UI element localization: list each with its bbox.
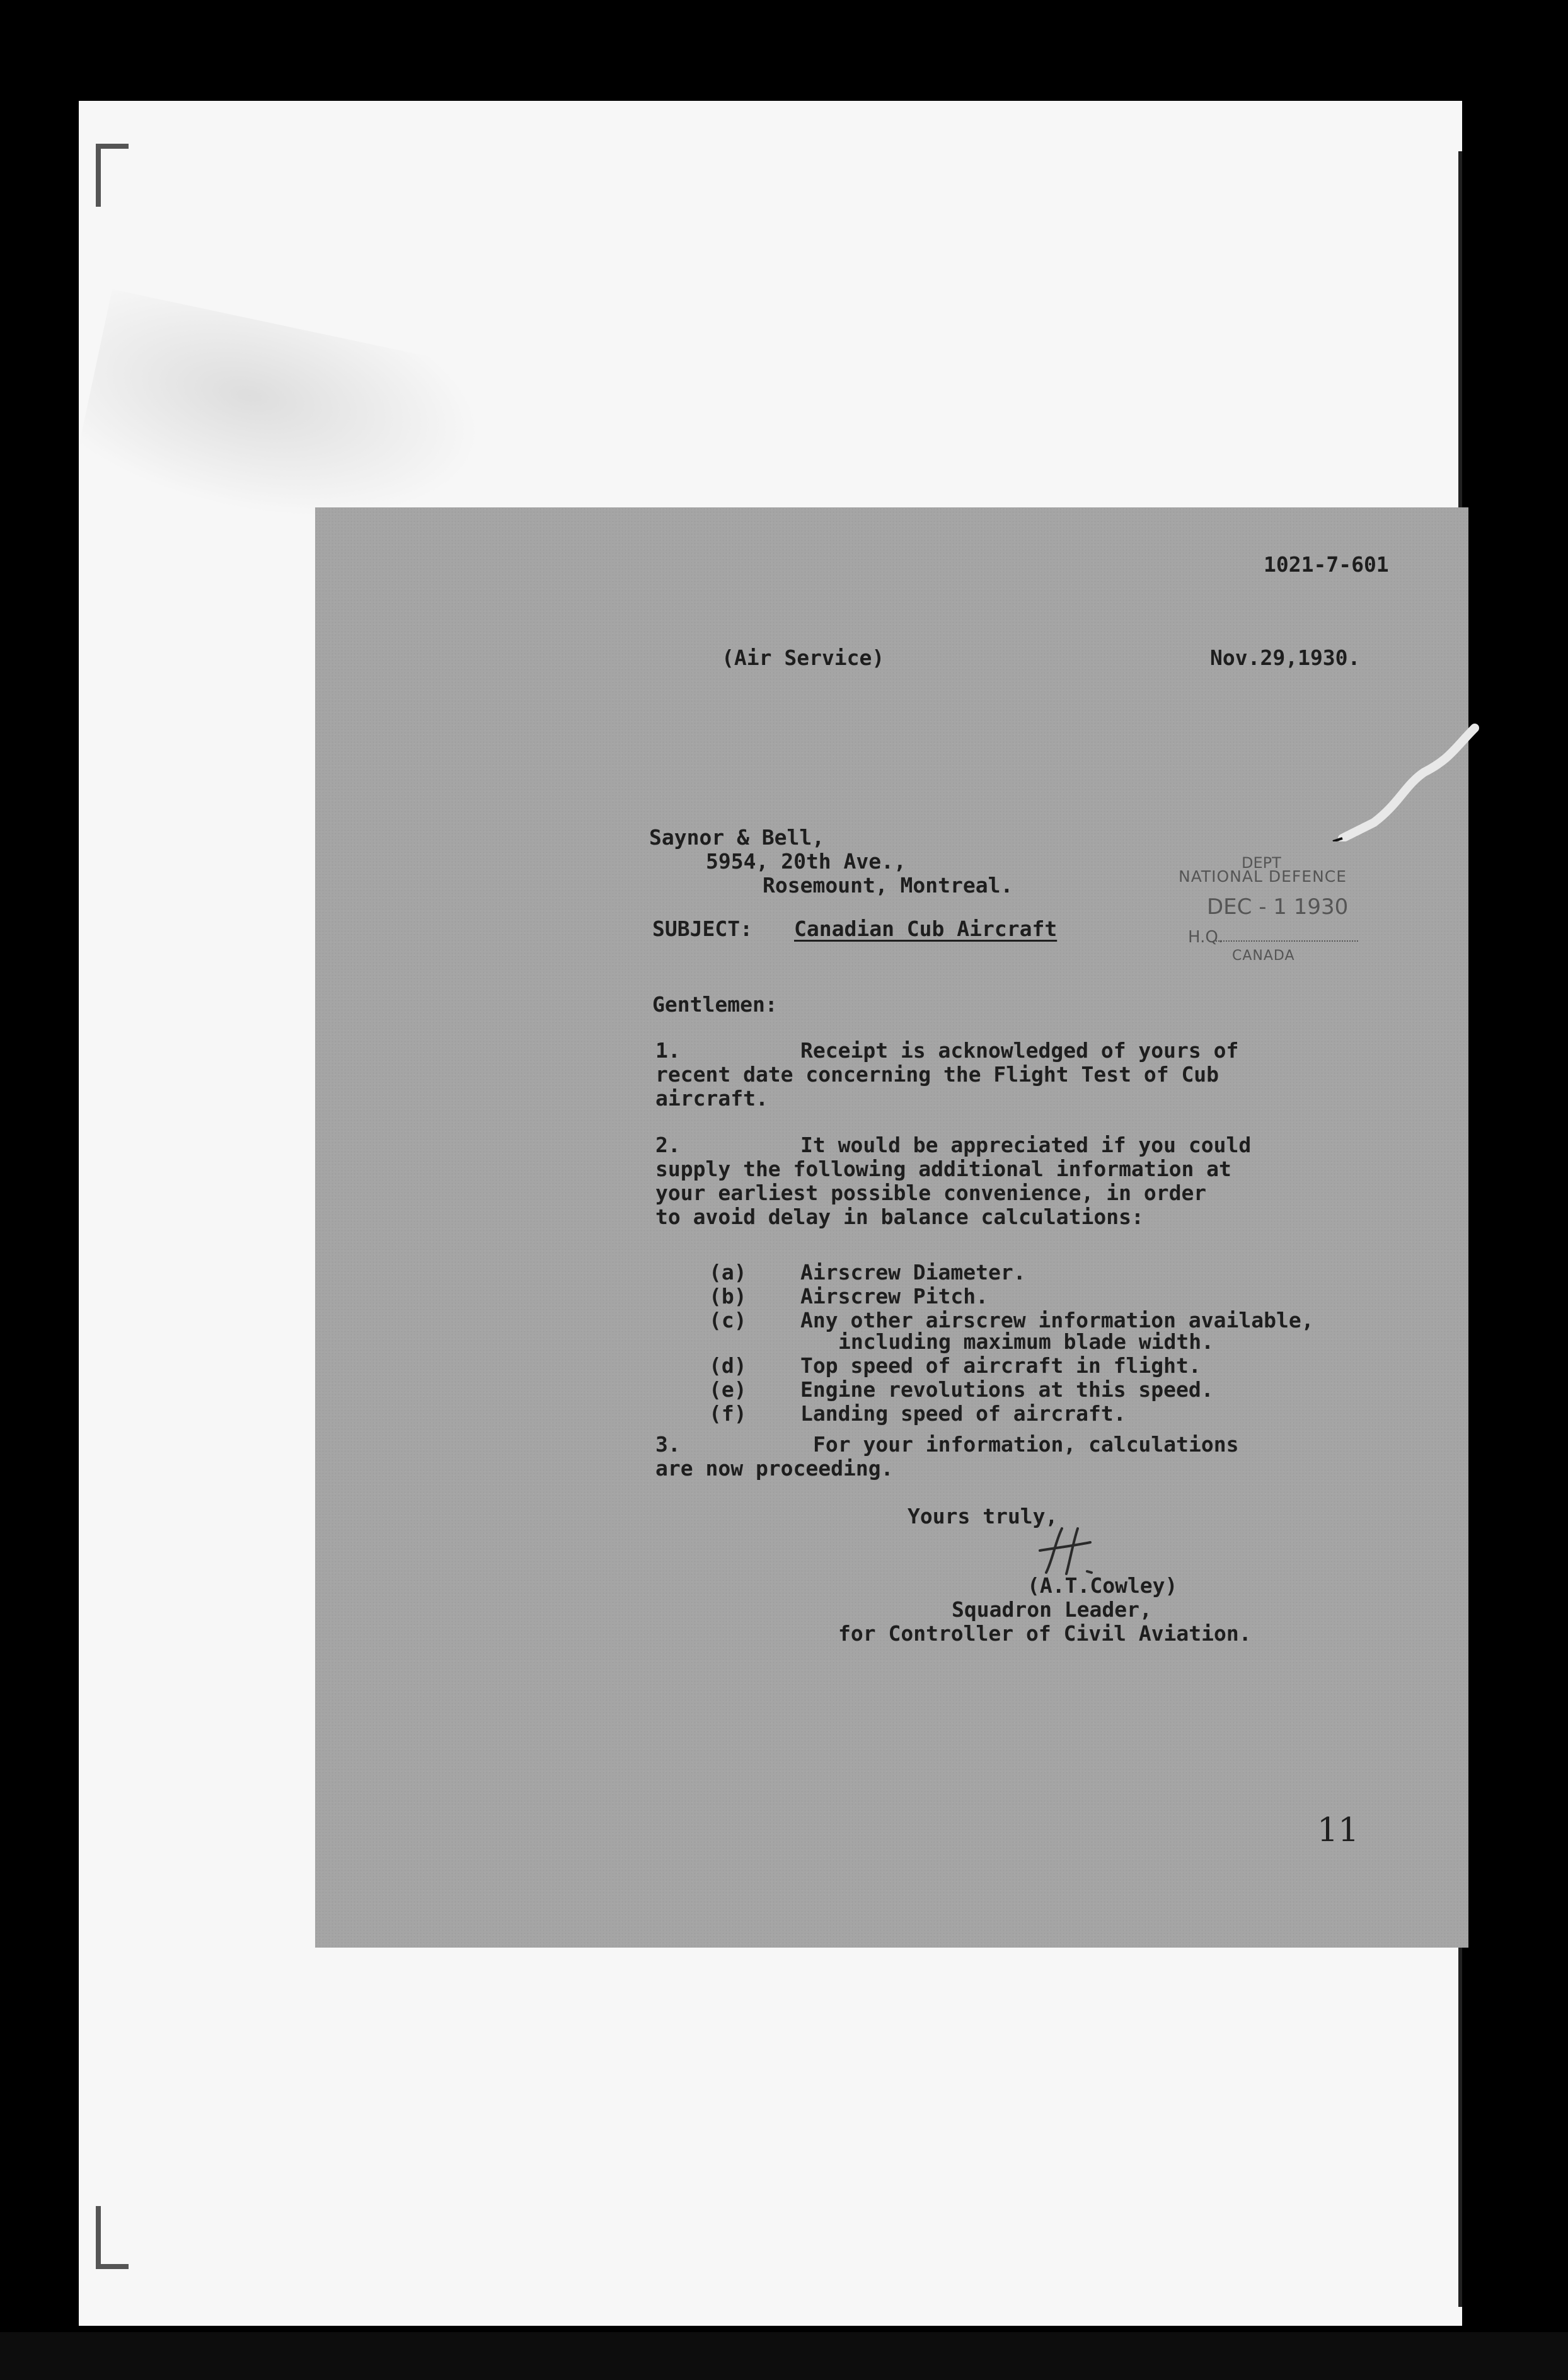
stamp-country: CANADA <box>1232 948 1295 964</box>
recipient-street: 5954, 20th Ave., <box>706 849 906 874</box>
film-bottom-strip <box>0 2332 1568 2380</box>
signatory-capacity: for Controller of Civil Aviation. <box>838 1621 1252 1646</box>
signatory-rank: Squadron Leader, <box>952 1597 1152 1622</box>
paragraph-2-line: your earliest possible convenience, in order <box>655 1181 1207 1205</box>
paper-tear-mark <box>1330 722 1494 841</box>
paragraph-1-line: Receipt is acknowledged of yours of <box>800 1038 1239 1063</box>
stamp-date: DEC - 1 1930 <box>1207 894 1349 920</box>
received-stamp <box>1179 851 1361 964</box>
letter-date: Nov.29,1930. <box>1210 645 1361 670</box>
list-item-text: Airscrew Pitch. <box>800 1284 989 1308</box>
corner-crop-mark-top <box>96 144 129 207</box>
recipient-city: Rosemount, Montreal. <box>763 873 1013 898</box>
stamp-dept: DEPT <box>1242 854 1281 872</box>
recipient-name: Saynor & Bell, <box>649 825 825 850</box>
list-item-letter: (c) <box>709 1308 747 1332</box>
paragraph-1-line: aircraft. <box>655 1086 768 1111</box>
paragraph-2-line: to avoid delay in balance calculations: <box>655 1204 1144 1229</box>
list-item-letter: (e) <box>709 1377 747 1402</box>
list-item-text: Top speed of aircraft in flight. <box>800 1353 1201 1378</box>
list-item-letter: (f) <box>709 1401 747 1426</box>
handwritten-initials <box>1034 1522 1103 1579</box>
stamp-organization: NATIONAL DEFENCE <box>1179 867 1347 886</box>
paragraph-2-number: 2. <box>655 1133 681 1157</box>
list-item-text: Any other airscrew information available, <box>800 1308 1314 1332</box>
corner-crop-mark-bottom <box>96 2206 129 2269</box>
paragraph-2-line: It would be appreciated if you could <box>800 1133 1252 1157</box>
closing: Yours truly, <box>908 1504 1058 1528</box>
service-heading: (Air Service) <box>722 645 885 670</box>
signatory-name: (A.T.Cowley) <box>1027 1573 1178 1598</box>
paragraph-3-number: 3. <box>655 1432 681 1457</box>
paragraph-2-line: supply the following additional information at <box>655 1157 1231 1181</box>
subject-value: Canadian Cub Aircraft <box>794 916 1058 941</box>
paragraph-1-number: 1. <box>655 1038 681 1063</box>
list-item-letter: (d) <box>709 1353 747 1378</box>
paragraph-1-line: recent date concerning the Flight Test of Cub <box>655 1062 1219 1087</box>
list-item-continuation: including maximum blade width. <box>838 1329 1214 1354</box>
subject-label: SUBJECT: <box>652 916 752 941</box>
page-number-mark: 11 <box>1317 1811 1359 1849</box>
list-item-text: Engine revolutions at this speed. <box>800 1377 1214 1402</box>
list-item-letter: (b) <box>709 1284 747 1308</box>
salutation: Gentlemen: <box>652 992 778 1017</box>
paragraph-3-line: For your information, calculations <box>813 1432 1239 1457</box>
list-item-text: Landing speed of aircraft. <box>800 1401 1126 1426</box>
paragraph-3-line: are now proceeding. <box>655 1456 894 1481</box>
list-item-text: Airscrew Diameter. <box>800 1260 1026 1285</box>
list-item-letter: (a) <box>709 1260 747 1285</box>
reference-number: 1021-7-601 <box>1264 552 1389 577</box>
letter-sheet <box>315 507 1468 1948</box>
stamp-hq: H.Q. <box>1188 928 1224 947</box>
stamp-dotted-line <box>1213 940 1358 942</box>
